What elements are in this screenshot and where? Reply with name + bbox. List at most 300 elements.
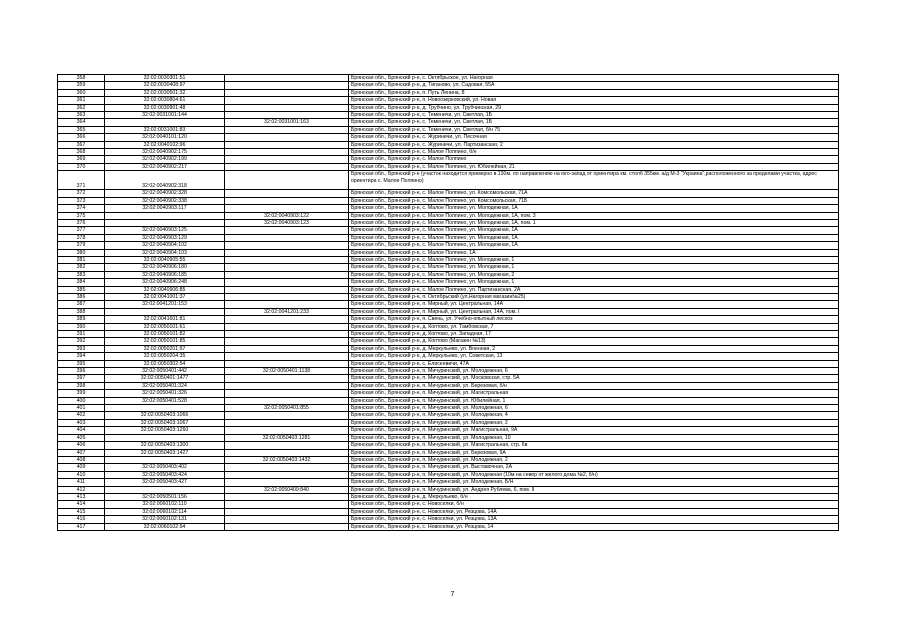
object-number-cell: 32:02:0050409:840: [225, 486, 349, 493]
page-number: 7: [450, 591, 455, 598]
row-number-cell: 412: [58, 486, 105, 493]
cadastral-number-cell: 32:02:0040902:217: [105, 163, 225, 170]
object-number-cell: [225, 471, 349, 478]
table-row: [58, 382, 839, 389]
cadastral-number-cell: 32:02:0050403:1300: [105, 442, 225, 449]
table-row: [58, 197, 839, 204]
object-number-cell: [225, 353, 349, 360]
object-number-cell: [225, 523, 349, 530]
row-number-cell: 377: [58, 227, 105, 234]
cadastral-number-cell: 32:02:0040902:328: [105, 190, 225, 197]
table-row: [58, 486, 839, 493]
object-number-cell: 32:02:0040903:122: [225, 212, 349, 219]
cadastral-number-cell: 32:02:0050101:61: [105, 323, 225, 330]
cadastral-number-cell: 32:02:0050403:1260: [105, 427, 225, 434]
table-row: [58, 345, 839, 352]
table-row: [58, 227, 839, 234]
register-table-body: [58, 75, 839, 531]
address-cell: Брянская обл., Брянский р-н, с. Новоселки, ул. Резцова, 14: [349, 523, 839, 530]
address-cell: Брянская обл., Брянский р-н, п. Мичуринский, ул. Магистральная, стр. 6в: [349, 442, 839, 449]
address-cell: Брянская обл., Брянский р-н, п. Мичуринский, ул. Юбилейная, 1: [349, 397, 839, 404]
address-cell: Брянская обл., Брянский р-н, с. Теменичи, ул. Светлая, 1Б: [349, 112, 839, 119]
row-number-cell: 376: [58, 219, 105, 226]
address-cell: Брянская обл., Брянский р-н, д. Трубчино, ул. Трубчинская, 29: [349, 104, 839, 111]
row-number-cell: 362: [58, 104, 105, 111]
object-number-cell: [225, 316, 349, 323]
cadastral-number-cell: 32:02:0030804:61: [105, 97, 225, 104]
address-cell: Брянская обл., Брянский р-н, п. Мирный, ул. Центральная, 14А, пом. I: [349, 308, 839, 315]
address-cell: Брянская обл., Брянский р-н, с. Новоселки, б/н: [349, 501, 839, 508]
cadastral-number-cell: 32:02:0050401:326: [105, 390, 225, 397]
object-number-cell: [225, 442, 349, 449]
address-cell: Брянская обл., Брянский р-н, с. Журиничи, ул. Песочная: [349, 134, 839, 141]
table-row: [58, 234, 839, 241]
object-number-cell: [225, 234, 349, 241]
table-row: [58, 286, 839, 293]
address-cell: Брянская обл., Брянский р-н, п. Мичуринский, ул. Березовая, 9А: [349, 449, 839, 456]
object-number-cell: [225, 508, 349, 515]
table-row: [58, 360, 839, 367]
object-number-cell: [225, 242, 349, 249]
table-row: [58, 368, 839, 375]
address-cell: Брянская обл., Брянский р-н, д. Меркульево, ул. Советская, 13: [349, 353, 839, 360]
row-number-cell: 365: [58, 126, 105, 133]
table-row: [58, 82, 839, 89]
cadastral-number-cell: 32:02:0040902:199: [105, 156, 225, 163]
address-cell: Брянская обл., Брянский р-н, с. Малое Полпино, ул. Молодежная, 1А, пом. 1: [349, 219, 839, 226]
table-row: [58, 279, 839, 286]
table-row: [58, 212, 839, 219]
cadastral-number-cell: [105, 486, 225, 493]
address-cell: Брянская обл., Брянский р-н, с. Новоселки, ул. Резцова, 14А: [349, 508, 839, 515]
row-number-cell: 378: [58, 234, 105, 241]
cadastral-number-cell: [105, 434, 225, 441]
table-row: [58, 205, 839, 212]
table-row: [58, 316, 839, 323]
object-number-cell: 32:02:0041201:233: [225, 308, 349, 315]
cadastral-number-cell: 32:02:0050401:324: [105, 382, 225, 389]
row-number-cell: 360: [58, 89, 105, 96]
object-number-cell: [225, 126, 349, 133]
cadastral-number-cell: 32:02:0040101:120: [105, 134, 225, 141]
row-number-cell: 407: [58, 449, 105, 456]
row-number-cell: 405: [58, 434, 105, 441]
address-cell: Брянская обл., Брянский р-н, п. Мичуринский, ул. Андрея Рублева, 6, пом. II: [349, 486, 839, 493]
address-cell: Брянская обл., Брянский р-н, с. Малое Полпино, ул. Молодежная, 1А: [349, 227, 839, 234]
row-number-cell: 382: [58, 264, 105, 271]
table-row: [58, 190, 839, 197]
table-row: [58, 271, 839, 278]
row-number-cell: 372: [58, 190, 105, 197]
address-cell: Брянская обл., Брянский р-н, п. Мичуринский, ул. Выставочная, 2А: [349, 464, 839, 471]
address-cell: Брянская обл., Брянский р-н, с. Малое Полпино, ул. Молодежная, 1: [349, 256, 839, 263]
table-row: [58, 256, 839, 263]
address-cell: Брянская обл., Брянский р-н, п. Новоозерковский, ул. Новая: [349, 97, 839, 104]
row-number-cell: 366: [58, 134, 105, 141]
address-cell: Брянская обл., Брянский р-н, с. Малое Полпино, ул. Партизанская, 2А: [349, 286, 839, 293]
object-number-cell: [225, 449, 349, 456]
cadastral-number-cell: 32:02:0050403:1427: [105, 449, 225, 456]
row-number-cell: 404: [58, 427, 105, 434]
table-row: [58, 242, 839, 249]
object-number-cell: [225, 104, 349, 111]
cadastral-number-cell: 32:02:0050401:528: [105, 397, 225, 404]
table-row: [58, 523, 839, 530]
object-number-cell: 32:02:0050401:1138: [225, 368, 349, 375]
row-number-cell: 370: [58, 163, 105, 170]
object-number-cell: [225, 419, 349, 426]
object-number-cell: [225, 97, 349, 104]
address-cell: Брянская обл., Брянский р-н, д. Коптово, ул. Тамбовская, 7: [349, 323, 839, 330]
object-number-cell: [225, 249, 349, 256]
address-cell: Брянская обл., Брянский р-н, с. Елисеевичи, 47А: [349, 360, 839, 367]
table-row: [58, 516, 839, 523]
object-number-cell: [225, 427, 349, 434]
object-number-cell: [225, 397, 349, 404]
address-cell: Брянская обл., Брянский р-н, д. Тиганово, ул. Садовая, 55А: [349, 82, 839, 89]
object-number-cell: 32:02:0040903:123: [225, 219, 349, 226]
table-row: [58, 442, 839, 449]
object-number-cell: [225, 331, 349, 338]
row-number-cell: 390: [58, 323, 105, 330]
cadastral-number-cell: 32:02:0031001:144: [105, 112, 225, 119]
row-number-cell: 371: [58, 171, 105, 190]
row-number-cell: 392: [58, 338, 105, 345]
object-number-cell: 32:02:0050401:855: [225, 405, 349, 412]
row-number-cell: 381: [58, 256, 105, 263]
address-cell: Брянская обл., Брянский р-н, с. Малое Полпино, ул. Комсомольская, 71А: [349, 190, 839, 197]
address-cell: Брянская обл., Брянский р-н, д. Меркульево, б/н: [349, 493, 839, 500]
cadastral-number-cell: 32:02:0050204:35: [105, 353, 225, 360]
address-cell: Брянская обл., Брянский р-н, с. Журиничи, ул. Партизанская, 2: [349, 141, 839, 148]
row-number-cell: 397: [58, 375, 105, 382]
row-number-cell: 387: [58, 301, 105, 308]
object-number-cell: [225, 190, 349, 197]
object-number-cell: [225, 141, 349, 148]
cadastral-number-cell: 32:02:0041001:37: [105, 293, 225, 300]
address-cell: Брянская обл., Брянский р-н, д. Коптово, ул. Западная, 17: [349, 331, 839, 338]
table-row: [58, 171, 839, 190]
table-row: [58, 97, 839, 104]
row-number-cell: 413: [58, 493, 105, 500]
object-number-cell: [225, 82, 349, 89]
table-row: [58, 89, 839, 96]
address-cell: Брянская обл., Брянский р-н, п. Мичуринский, ул. Молодежная, 4: [349, 412, 839, 419]
cadastral-number-cell: 32:02:0040102:96: [105, 141, 225, 148]
cadastral-number-cell: 32:02:0030408:97: [105, 82, 225, 89]
table-row: [58, 156, 839, 163]
table-row: [58, 119, 839, 126]
object-number-cell: [225, 256, 349, 263]
address-cell: Брянская обл., Брянский р-н, с. Малое Полпино, 1А: [349, 249, 839, 256]
address-cell: Брянская обл., Брянский р-н, с. Малое Полпино: [349, 156, 839, 163]
cadastral-number-cell: 32:02:0050401:442: [105, 368, 225, 375]
object-number-cell: [225, 271, 349, 278]
cadastral-number-cell: 32:02:0040905:55: [105, 256, 225, 263]
object-number-cell: [225, 286, 349, 293]
address-cell: Брянская обл., Брянский р-н, п. Мичуринский, ул. Молодежная (10м на север от жилого дома №2, б/н): [349, 471, 839, 478]
address-cell: Брянская обл., Брянский р-н, п. Мичуринский, ул. Молодежная, 2: [349, 419, 839, 426]
address-cell: Брянская обл., Брянский р-н, п. Мичуринский, ул. Молодежная, Б/Н: [349, 479, 839, 486]
cadastral-number-cell: 32:02:0040906:185: [105, 271, 225, 278]
cadastral-number-cell: 32:02:0040902:318: [105, 171, 225, 190]
address-cell: Брянская обл., Брянский р-н, п. Свень, ул. Учебно-опытный лесхоз: [349, 316, 839, 323]
cadastral-number-cell: 32:02:0041601:81: [105, 316, 225, 323]
object-number-cell: [225, 501, 349, 508]
table-row: [58, 471, 839, 478]
table-row: [58, 308, 839, 315]
address-cell: Брянская обл., Брянский р-н, с. Теменичи, ул. Светлая, б/н 75: [349, 126, 839, 133]
cadastral-number-cell: 32:02:0040902:175: [105, 149, 225, 156]
object-number-cell: [225, 323, 349, 330]
table-row: [58, 338, 839, 345]
row-number-cell: 389: [58, 316, 105, 323]
object-number-cell: [225, 149, 349, 156]
address-cell: Брянская обл., Брянский р-н, с. Малое Полпино, ул. Молодежная, 1А, пом. 3: [349, 212, 839, 219]
table-row: [58, 405, 839, 412]
row-number-cell: 393: [58, 345, 105, 352]
cadastral-number-cell: 32:02:0050403:402: [105, 464, 225, 471]
object-number-cell: [225, 112, 349, 119]
row-number-cell: 396: [58, 368, 105, 375]
object-number-cell: [225, 390, 349, 397]
table-row: [58, 390, 839, 397]
address-cell: Брянская обл., Брянский р-н, п. Мичуринский, ул. Магистральная, 9А: [349, 427, 839, 434]
address-cell: Брянская обл., Брянский р-н, п. Мичуринский, ул. Московская, стр. 5А: [349, 375, 839, 382]
table-row: [58, 493, 839, 500]
object-number-cell: [225, 464, 349, 471]
row-number-cell: 358: [58, 75, 105, 82]
object-number-cell: [225, 301, 349, 308]
register-table: [57, 74, 839, 531]
cadastral-number-cell: 32:02:0040906:180: [105, 264, 225, 271]
row-number-cell: 398: [58, 382, 105, 389]
cadastral-number-cell: 32:02:0040903:129: [105, 234, 225, 241]
address-cell: Брянская обл., Брянский р-н, с. Малое Полпино, ул. Молодежная, 1: [349, 279, 839, 286]
object-number-cell: [225, 516, 349, 523]
object-number-cell: [225, 345, 349, 352]
table-row: [58, 456, 839, 463]
row-number-cell: 361: [58, 97, 105, 104]
address-cell: Брянская обл., Брянский р-н, с. Малое Полпино, ул. Молодежная, 1А: [349, 234, 839, 241]
address-cell: Брянская обл., Брянский р-н, с. Теменичи, ул. Светлая, 1Б: [349, 119, 839, 126]
table-row: [58, 412, 839, 419]
object-number-cell: [225, 293, 349, 300]
address-cell: Брянская обл., Брянский р-н, п. Мичуринский, ул. Молодежная, 6: [349, 405, 839, 412]
address-cell: Брянская обл., Брянский р-н, с. Малое Полпино, ул. Молодежная, 1: [349, 264, 839, 271]
row-number-cell: 408: [58, 456, 105, 463]
object-number-cell: [225, 338, 349, 345]
object-number-cell: [225, 264, 349, 271]
row-number-cell: 385: [58, 286, 105, 293]
cadastral-number-cell: 32:02:0050403:424: [105, 471, 225, 478]
cadastral-number-cell: 32:02:0050101:82: [105, 331, 225, 338]
row-number-cell: 383: [58, 271, 105, 278]
cadastral-number-cell: 32:02:0030501:32: [105, 89, 225, 96]
table-row: [58, 449, 839, 456]
address-cell: Брянская обл., Брянский р-н, п. Мичуринский, ул. Молодежная, 6: [349, 368, 839, 375]
object-number-cell: [225, 375, 349, 382]
cadastral-number-cell: 32:02:0030301:51: [105, 75, 225, 82]
row-number-cell: 400: [58, 397, 105, 404]
row-number-cell: 414: [58, 501, 105, 508]
cadastral-number-cell: 32:02:0050403:1067: [105, 419, 225, 426]
address-cell: Брянская обл., Брянский р-н, с. Октябрьское, ул. Нагорная: [349, 75, 839, 82]
cadastral-number-cell: 32:02:0050501:156: [105, 493, 225, 500]
cadastral-number-cell: 32:02:0060102:94: [105, 523, 225, 530]
row-number-cell: 403: [58, 419, 105, 426]
cadastral-number-cell: 32:02:0041201:153: [105, 301, 225, 308]
cadastral-number-cell: 32:02:0050201:97: [105, 345, 225, 352]
address-cell: Брянская обл., Брянский р-н, п. Мирный, ул. Центральная, 14А: [349, 301, 839, 308]
row-number-cell: 380: [58, 249, 105, 256]
table-row: [58, 375, 839, 382]
cadastral-number-cell: 32:02:0060102:110: [105, 501, 225, 508]
row-number-cell: 359: [58, 82, 105, 89]
cadastral-number-cell: 32:02:0050401:1477: [105, 375, 225, 382]
object-number-cell: [225, 75, 349, 82]
row-number-cell: 394: [58, 353, 105, 360]
table-row: [58, 427, 839, 434]
row-number-cell: 386: [58, 293, 105, 300]
address-cell: Брянская обл., Брянский р-н, п. Мичуринский, ул. Магистральная: [349, 390, 839, 397]
address-cell: Брянская обл., Брянский р-н, с. Малое Полпино, ул. Молодежная, 2: [349, 271, 839, 278]
object-number-cell: [225, 134, 349, 141]
object-number-cell: [225, 197, 349, 204]
address-cell: Брянская обл., Брянский р-н, д. Коптово (Магазин №13): [349, 338, 839, 345]
address-cell: Брянская обл., Брянский р-н, с. Малое Полпино, ул. Молодежная, 1А: [349, 205, 839, 212]
table-row: [58, 508, 839, 515]
cadastral-number-cell: 32:02:0040904:103: [105, 249, 225, 256]
cadastral-number-cell: 32:02:0040904:102: [105, 242, 225, 249]
table-row: [58, 331, 839, 338]
cadastral-number-cell: [105, 308, 225, 315]
object-number-cell: [225, 163, 349, 170]
object-number-cell: [225, 156, 349, 163]
cadastral-number-cell: [105, 212, 225, 219]
object-number-cell: [225, 493, 349, 500]
table-row: [58, 249, 839, 256]
table-row: [58, 479, 839, 486]
table-row: [58, 464, 839, 471]
row-number-cell: 379: [58, 242, 105, 249]
row-number-cell: 364: [58, 119, 105, 126]
cadastral-number-cell: 32:02:0060102:114: [105, 508, 225, 515]
row-number-cell: 391: [58, 331, 105, 338]
cadastral-number-cell: 32:02:0050101:85: [105, 338, 225, 345]
table-row: [58, 134, 839, 141]
table-row: [58, 419, 839, 426]
row-number-cell: 384: [58, 279, 105, 286]
address-cell: Брянская обл., Брянский р-н, д. Меркульево, ул. Военная, 2: [349, 345, 839, 352]
address-cell: Брянская обл., Брянский р-н (участок находится примерно в 130м. по направлению на юго-запад от ориентира км. столб 355км. а/д М-3 "Украина",расположенного за пределами участка, адрес ориентира с. Малое Полпино): [349, 171, 839, 190]
row-number-cell: 367: [58, 141, 105, 148]
row-number-cell: 388: [58, 308, 105, 315]
row-number-cell: 415: [58, 508, 105, 515]
row-number-cell: 416: [58, 516, 105, 523]
cadastral-number-cell: 32:02:0040903:125: [105, 227, 225, 234]
table-row: [58, 219, 839, 226]
object-number-cell: 32:02:0050403:1432: [225, 456, 349, 463]
cadastral-number-cell: 32:02:0040903:117: [105, 205, 225, 212]
table-row: [58, 501, 839, 508]
table-row: [58, 112, 839, 119]
object-number-cell: [225, 412, 349, 419]
address-cell: Брянская обл., Брянский р-н, п. Мичуринский, ул. Молодежная, 10: [349, 434, 839, 441]
row-number-cell: 368: [58, 149, 105, 156]
cadastral-number-cell: 32:02:0050302:54: [105, 360, 225, 367]
table-row: [58, 141, 839, 148]
cadastral-number-cell: 32:02:0031001:83: [105, 126, 225, 133]
address-cell: Брянская обл., Брянский р-н, п. Мичуринский, ул. Березовая, б/н: [349, 382, 839, 389]
cadastral-number-cell: [105, 405, 225, 412]
cadastral-number-cell: 32:02:0040902:338: [105, 197, 225, 204]
row-number-cell: 395: [58, 360, 105, 367]
address-cell: Брянская обл., Брянский р-н, п. Мичуринский, ул. Молодежная, 2: [349, 456, 839, 463]
table-row: [58, 301, 839, 308]
table-row: [58, 126, 839, 133]
row-number-cell: 402: [58, 412, 105, 419]
table-row: [58, 434, 839, 441]
table-row: [58, 163, 839, 170]
table-row: [58, 323, 839, 330]
row-number-cell: 401: [58, 405, 105, 412]
object-number-cell: [225, 279, 349, 286]
table-row: [58, 75, 839, 82]
table-row: [58, 293, 839, 300]
cadastral-number-cell: [105, 456, 225, 463]
cadastral-number-cell: 32:02:0050403:1066: [105, 412, 225, 419]
object-number-cell: [225, 360, 349, 367]
object-number-cell: 32:02:0050403:1281: [225, 434, 349, 441]
object-number-cell: [225, 227, 349, 234]
cadastral-number-cell: 32:02:0040906:85: [105, 286, 225, 293]
table-row: [58, 397, 839, 404]
row-number-cell: 374: [58, 205, 105, 212]
object-number-cell: [225, 171, 349, 190]
address-cell: Брянская обл., Брянский р-н, с. Малое Полпино, б/н: [349, 149, 839, 156]
table-row: [58, 353, 839, 360]
row-number-cell: 373: [58, 197, 105, 204]
cadastral-number-cell: 32:02:0030901:48: [105, 104, 225, 111]
table-row: [58, 104, 839, 111]
address-cell: Брянская обл., Брянский р-н, п. Путь Ленина, 8: [349, 89, 839, 96]
row-number-cell: 410: [58, 471, 105, 478]
table-row: [58, 149, 839, 156]
row-number-cell: 406: [58, 442, 105, 449]
table-row: [58, 264, 839, 271]
cadastral-number-cell: 32:02:0060102:131: [105, 516, 225, 523]
row-number-cell: 409: [58, 464, 105, 471]
cadastral-number-cell: 32:02:0040906:248: [105, 279, 225, 286]
address-cell: Брянская обл., Брянский р-н, с. Малое Полпино, ул. Юбилейная, 21: [349, 163, 839, 170]
address-cell: Брянская обл., Брянский р-н, с. Малое Полпино, ул. Молодежная, 1А: [349, 242, 839, 249]
address-cell: Брянская обл., Брянский р-н, п. Октябрьский (ул.Нагорная магазин№25): [349, 293, 839, 300]
row-number-cell: 417: [58, 523, 105, 530]
row-number-cell: 369: [58, 156, 105, 163]
object-number-cell: [225, 205, 349, 212]
address-cell: Брянская обл., Брянский р-н, с. Новоселки, ул. Резцова, 13А: [349, 516, 839, 523]
cadastral-number-cell: 32:02:0050403:427: [105, 479, 225, 486]
object-number-cell: [225, 89, 349, 96]
row-number-cell: 411: [58, 479, 105, 486]
cadastral-number-cell: [105, 119, 225, 126]
object-number-cell: [225, 382, 349, 389]
row-number-cell: 363: [58, 112, 105, 119]
row-number-cell: 399: [58, 390, 105, 397]
object-number-cell: [225, 479, 349, 486]
cadastral-number-cell: [105, 219, 225, 226]
